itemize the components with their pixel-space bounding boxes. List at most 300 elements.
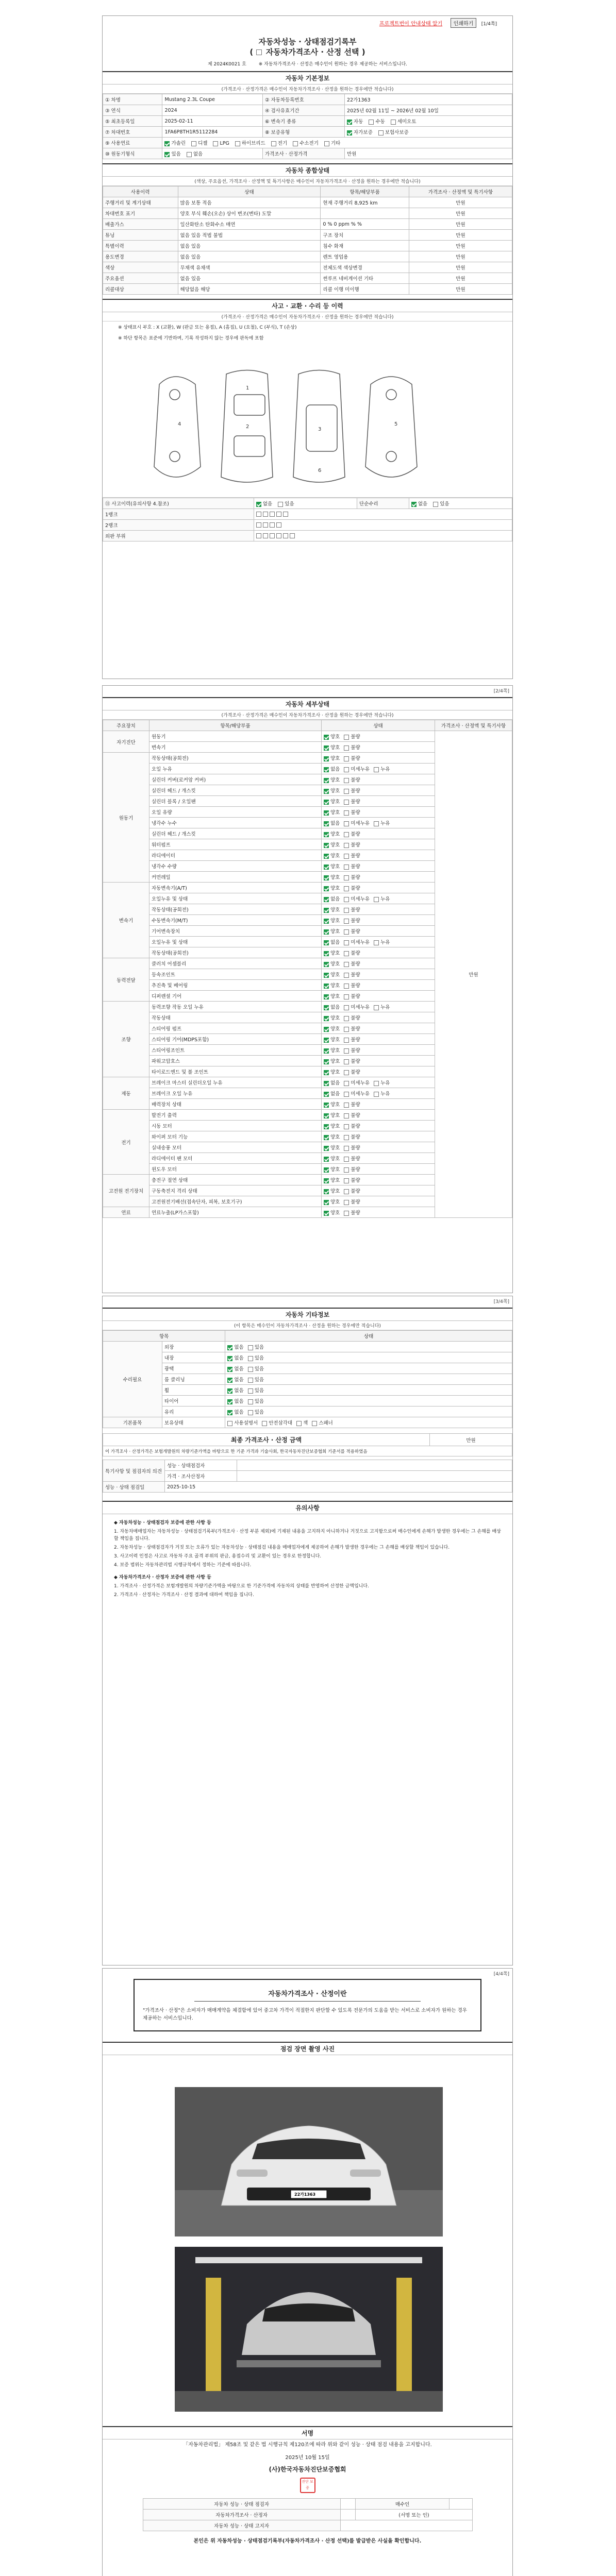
other-state-checkbox[interactable] — [296, 1421, 302, 1426]
detail-state-checkbox[interactable] — [324, 843, 329, 848]
detail-state-checkbox[interactable] — [324, 1167, 329, 1173]
detail-state-label: 불량 — [351, 756, 360, 761]
detail-state-checkbox[interactable] — [324, 973, 329, 978]
title-line-2 — [103, 47, 512, 57]
detail-state-checkbox[interactable] — [344, 1146, 349, 1151]
fuel-lpg-checkbox[interactable] — [213, 141, 218, 146]
other-row — [103, 1406, 512, 1417]
other-state-checkbox[interactable] — [248, 1367, 253, 1372]
detail-item-name: 기어변속장치 — [149, 926, 322, 937]
detail-state-checkbox[interactable] — [324, 756, 329, 761]
detail-state-checkbox[interactable] — [344, 865, 349, 870]
detail-state-label: 불량 — [351, 734, 360, 740]
detail-state-checkbox[interactable] — [344, 1178, 349, 1183]
top-toolbar — [103, 16, 512, 28]
overall-row-label: 리콜대상 — [103, 284, 178, 295]
overall-row — [103, 251, 512, 262]
fuel-hydrogen-checkbox[interactable] — [293, 141, 298, 146]
print-button[interactable]: 인쇄하기 — [451, 18, 477, 28]
detail-group-name: 자기진단 — [103, 731, 149, 753]
detail-state-checkbox[interactable] — [344, 1200, 349, 1205]
detail-item-state — [322, 1164, 435, 1175]
dealer-sub-2: 가격 · 조사산정자 — [165, 1471, 237, 1482]
other-state-label: 있음 — [254, 1399, 264, 1404]
detail-state-checkbox[interactable] — [324, 1070, 329, 1075]
overall-row-label: 색상 — [103, 262, 178, 273]
detail-state-checkbox[interactable] — [324, 832, 329, 837]
svg-text:1: 1 — [246, 385, 249, 391]
frame-outer: 외판 부위 — [103, 531, 254, 541]
fuel-diesel-checkbox[interactable] — [191, 141, 196, 146]
detail-state-checkbox[interactable] — [344, 832, 349, 837]
title-paren-close: ) — [361, 47, 365, 57]
overall-row-detail: 렌트 영업용 — [321, 251, 409, 262]
detail-item-state — [322, 980, 435, 991]
detail-state-checkbox[interactable] — [324, 1092, 329, 1097]
detail-item-state — [322, 1110, 435, 1121]
fuel-gasoline-checkbox[interactable] — [164, 141, 170, 146]
detail-state-label: 불량 — [351, 832, 360, 837]
detail-state-checkbox[interactable] — [344, 973, 349, 978]
detail-state-checkbox[interactable] — [324, 854, 329, 859]
detail-item-name: 실내송풍 모터 — [149, 1142, 322, 1153]
guide-link[interactable]: 프로젝트번이 안내상태 알기 — [379, 21, 443, 27]
detail-state-checkbox[interactable] — [324, 1124, 329, 1129]
fuel-electric-checkbox[interactable] — [271, 141, 276, 146]
overall-row-value: 많음 보통 적음 — [178, 197, 321, 208]
detail-item-name: 실린더 헤드 / 개스킷 — [149, 828, 322, 839]
detail-state-label: 없음 — [330, 940, 340, 945]
detail-state-checkbox[interactable] — [324, 1146, 329, 1151]
simple-yes-checkbox[interactable] — [433, 502, 438, 507]
engine-label: ⑩ 원동기형식 — [103, 148, 162, 159]
detail-state-label: 양호 — [330, 994, 340, 999]
overall-row — [103, 197, 512, 208]
detail-state-label: 양호 — [330, 734, 340, 740]
detail-state-label: 양호 — [330, 1124, 340, 1129]
signature-org: (사)한국자동차진단보증협회 — [269, 2466, 346, 2473]
detail-item-name: 고전원전기배선(접속단자, 피복, 보호기구) — [149, 1196, 322, 1207]
front-car-image-icon — [175, 2087, 443, 2236]
detail-item-state — [322, 883, 435, 893]
detail-state-checkbox[interactable] — [344, 756, 349, 761]
basic-info-note: (가격조사 · 산정가격은 매수인이 자동차가격조사 · 산정을 원하는 경우에만 적습니다) — [103, 84, 512, 94]
detail-item-state — [322, 861, 435, 872]
detail-state-label: 불량 — [351, 961, 360, 967]
detail-state-checkbox[interactable] — [324, 1135, 329, 1140]
overall-heading: 자동차 종합상태 — [103, 163, 512, 177]
detail-item-state — [322, 774, 435, 785]
detail-item-name: 충전구 절연 상태 — [149, 1175, 322, 1185]
frame-rank-2: 2랭크 — [103, 520, 254, 531]
detail-item-name: 워터펌프 — [149, 839, 322, 850]
detail-state-checkbox[interactable] — [344, 994, 349, 999]
detail-item-name: 추진축 및 베어링 — [149, 980, 322, 991]
detail-item-state — [322, 753, 435, 764]
detail-state-checkbox[interactable] — [324, 951, 329, 956]
detail-item-name: 윈도우 모터 — [149, 1164, 322, 1175]
final-price-table — [103, 1433, 512, 1456]
warranty-self-checkbox[interactable] — [347, 130, 352, 135]
other-row — [103, 1352, 512, 1363]
detail-state-checkbox[interactable] — [324, 1027, 329, 1032]
overall-row-label: 튜닝 — [103, 230, 178, 241]
detail-state-checkbox[interactable] — [324, 789, 329, 794]
other-state-checkbox[interactable] — [227, 1378, 232, 1383]
detail-state-label: 양호 — [330, 1167, 340, 1173]
detail-state-label: 양호 — [330, 951, 340, 956]
detail-state-checkbox[interactable] — [374, 821, 379, 826]
other-state-checkbox[interactable] — [227, 1399, 232, 1404]
detail-state-checkbox[interactable] — [344, 745, 349, 751]
other-row-state — [225, 1385, 512, 1396]
detail-state-checkbox[interactable] — [344, 1016, 349, 1021]
signer-2-value[interactable] — [340, 2510, 356, 2520]
signer-3-value[interactable] — [340, 2520, 472, 2531]
other-row-part: 룸 클리닝 — [162, 1374, 225, 1385]
engine-no-checkbox[interactable] — [187, 152, 192, 157]
accident-note: (가격조사 · 산정가격은 매수인이 자동차가격조사 · 산정을 원하는 경우에만 적습니다) — [103, 312, 512, 321]
detail-table — [103, 720, 512, 1218]
overall-row-detail: 0 % 0 ppm % % — [321, 219, 409, 230]
detail-state-checkbox[interactable] — [324, 778, 329, 783]
detail-state-checkbox[interactable] — [324, 908, 329, 913]
detail-state-checkbox[interactable] — [324, 940, 329, 945]
detail-state-checkbox[interactable] — [344, 1135, 349, 1140]
signer-3-label: 자동차 성능 · 상태 고지자 — [143, 2520, 340, 2531]
detail-state-checkbox[interactable] — [344, 897, 349, 902]
detail-state-checkbox[interactable] — [324, 1081, 329, 1086]
detail-state-label: 양호 — [330, 983, 340, 989]
detail-state-checkbox[interactable] — [344, 951, 349, 956]
detail-state-label: 불량 — [351, 1026, 360, 1032]
other-state-checkbox[interactable] — [312, 1421, 317, 1426]
other-row-part: 유리 — [162, 1406, 225, 1417]
page-number-4: [4/4쪽] — [493, 1972, 509, 1977]
detail-item-state — [322, 1088, 435, 1099]
accident-summary-table — [103, 498, 512, 541]
signer-2-label: 자동차가격조사 · 산정자 — [143, 2510, 340, 2520]
price-service-info-text: "가격조사 · 산정"은 소비자가 매매계약을 체결함에 있어 중고차 가격이 적절한지 판단할 수 있도록 전문가의 도움을 받는 서비스로 소비자가 원하는 경우 제공하는 서비스입니다. — [143, 2008, 467, 2021]
detail-state-label: 불량 — [351, 1134, 360, 1140]
detail-state-checkbox[interactable] — [344, 1157, 349, 1162]
detail-state-checkbox[interactable] — [324, 865, 329, 870]
receiver-value[interactable] — [449, 2499, 472, 2510]
detail-state-label: 양호 — [330, 756, 340, 761]
other-info-table — [103, 1330, 512, 1428]
notice-1-title: ◆ 자동차성능 · 상태점검자 보증에 관한 사항 등 — [114, 1520, 211, 1526]
detail-state-label: 양호 — [330, 864, 340, 870]
page-number: [1/4쪽] — [481, 22, 497, 27]
other-state-checkbox[interactable] — [227, 1356, 232, 1361]
detail-group-name: 원동기 — [103, 753, 149, 883]
detail-state-checkbox[interactable] — [324, 1200, 329, 1205]
detail-item-name: 오일 누유 — [149, 764, 322, 774]
detail-col-4: 가격조사 · 산정액 및 특기사항 — [435, 720, 512, 731]
detail-state-checkbox[interactable] — [374, 940, 379, 945]
detail-item-state — [322, 991, 435, 1002]
detail-state-checkbox[interactable] — [324, 886, 329, 891]
transmission-semi-checkbox[interactable] — [391, 120, 396, 125]
detail-state-checkbox[interactable] — [344, 800, 349, 805]
simple-yes-label: 있음 — [440, 501, 449, 507]
other-state-checkbox[interactable] — [227, 1345, 232, 1350]
detail-state-checkbox[interactable] — [344, 1103, 349, 1108]
signer-1-value[interactable] — [340, 2499, 356, 2510]
engine-yes-checkbox[interactable] — [164, 152, 170, 157]
price-unit: 만원 — [345, 148, 512, 159]
detail-state-checkbox[interactable] — [344, 854, 349, 859]
detail-state-checkbox[interactable] — [344, 1081, 349, 1086]
detail-state-checkbox[interactable] — [374, 897, 379, 902]
other-state-label: 없음 — [234, 1399, 244, 1404]
other-state-checkbox[interactable] — [262, 1421, 267, 1426]
detail-state-checkbox[interactable] — [324, 1157, 329, 1162]
detail-state-checkbox[interactable] — [374, 1005, 379, 1010]
fuel-hybrid-label: 하이브리드 — [241, 141, 265, 146]
fuel-lpg-label: LPG — [220, 141, 229, 146]
detail-state-checkbox[interactable] — [374, 1081, 379, 1086]
detail-item-state — [322, 872, 435, 883]
detail-state-checkbox[interactable] — [344, 940, 349, 945]
detail-item-name: 작동상태(공회전) — [149, 753, 322, 764]
detail-state-checkbox[interactable] — [324, 735, 329, 740]
detail-item-name: 오일 유량 — [149, 807, 322, 818]
detail-state-checkbox[interactable] — [344, 1092, 349, 1097]
detail-state-checkbox[interactable] — [344, 1005, 349, 1010]
detail-state-label: 미세누유 — [351, 940, 370, 945]
detail-item-name: 디퍼렌셜 기어 — [149, 991, 322, 1002]
signature-table — [143, 2498, 473, 2531]
footer-confirmation: 본인은 위 자동차성능 · 상태점검기록부(자동차가격조사 · 산정 선택)를 발급받은 사실을 확인합니다. — [193, 2538, 422, 2544]
detail-state-checkbox[interactable] — [324, 1113, 329, 1118]
detail-state-checkbox[interactable] — [324, 1178, 329, 1183]
detail-state-checkbox[interactable] — [344, 886, 349, 891]
detail-state-checkbox[interactable] — [344, 1167, 349, 1173]
simple-repair-options — [409, 498, 512, 509]
detail-state-checkbox[interactable] — [324, 1048, 329, 1054]
detail-state-checkbox[interactable] — [344, 962, 349, 967]
other-state-checkbox[interactable] — [227, 1410, 232, 1415]
detail-item-name: 오일누유 및 상태 — [149, 893, 322, 904]
dealer-opinion-2[interactable] — [237, 1471, 512, 1482]
detail-state-label: 누유 — [380, 767, 390, 772]
first-reg-label: ⑤ 최초등록일 — [103, 116, 162, 127]
warranty-insurer-checkbox[interactable] — [378, 130, 384, 135]
detail-state-checkbox[interactable] — [344, 1059, 349, 1064]
detail-state-checkbox[interactable] — [344, 908, 349, 913]
detail-state-label: 불량 — [351, 1059, 360, 1064]
detail-state-checkbox[interactable] — [324, 1038, 329, 1043]
detail-item-state — [322, 1207, 435, 1218]
engine-no-label: 없음 — [193, 151, 203, 157]
detail-item-state — [322, 1099, 435, 1110]
detail-item-state — [322, 937, 435, 947]
detail-state-checkbox[interactable] — [344, 789, 349, 794]
overall-row-price: 만원 — [409, 230, 512, 241]
sheet-page-4 — [102, 1968, 513, 2576]
signature-law-text: 「자동차관리법」 제58조 및 같은 법 시행규칙 제120조에 따라 위와 같이 성능 · 상태 점검 내용을 고지합니다. — [183, 2442, 432, 2448]
signer-1-label: 자동차 성능 · 상태 점검자 — [143, 2499, 340, 2510]
other-state-checkbox[interactable] — [227, 1367, 232, 1372]
detail-state-checkbox[interactable] — [344, 919, 349, 924]
other-state-checkbox[interactable] — [248, 1378, 253, 1383]
other-state-checkbox[interactable] — [248, 1410, 253, 1415]
detail-state-checkbox[interactable] — [344, 778, 349, 783]
detail-state-checkbox[interactable] — [324, 984, 329, 989]
detail-state-checkbox[interactable] — [344, 1048, 349, 1054]
detail-item-name: 라디에이터 — [149, 850, 322, 861]
org-stamp-icon: 진단 보증 — [300, 2478, 315, 2493]
car-name-label: ① 차명 — [103, 94, 162, 105]
final-price-unit: 만원 — [430, 1434, 512, 1446]
detail-state-checkbox[interactable] — [344, 767, 349, 772]
detail-state-label: 양호 — [330, 907, 340, 913]
detail-state-checkbox[interactable] — [374, 767, 379, 772]
detail-state-checkbox[interactable] — [324, 821, 329, 826]
fuel-other-checkbox[interactable] — [324, 141, 329, 146]
detail-state-label: 양호 — [330, 1178, 340, 1183]
detail-item-name: 냉각수 누수 — [149, 818, 322, 828]
detail-state-checkbox[interactable] — [324, 1103, 329, 1108]
detail-state-checkbox[interactable] — [324, 1211, 329, 1216]
detail-state-checkbox[interactable] — [324, 745, 329, 751]
other-row-state — [225, 1363, 512, 1374]
inspect-value: 2025년 02월 11일 ~ 2026년 02월 10일 — [345, 105, 512, 116]
detail-state-checkbox[interactable] — [324, 897, 329, 902]
detail-state-checkbox[interactable] — [344, 1027, 349, 1032]
detail-state-checkbox[interactable] — [344, 735, 349, 740]
detail-item-name: 수동변속기(M/T) — [149, 915, 322, 926]
other-state-checkbox[interactable] — [248, 1356, 253, 1361]
sheet-page-2 — [102, 685, 513, 1293]
overall-col-4: 가격조사 · 산정액 및 특기사항 — [409, 187, 512, 197]
detail-state-checkbox[interactable] — [324, 919, 329, 924]
detail-heading: 자동차 세부상태 — [103, 697, 512, 710]
detail-state-checkbox[interactable] — [324, 929, 329, 935]
fuel-hybrid-checkbox[interactable] — [235, 141, 240, 146]
detail-state-checkbox[interactable] — [324, 800, 329, 805]
transmission-options — [345, 116, 512, 127]
other-state-checkbox[interactable] — [248, 1399, 253, 1404]
detail-state-label: 불량 — [351, 1156, 360, 1162]
year-label: ③ 연식 — [103, 105, 162, 116]
detail-state-label: 양호 — [330, 918, 340, 924]
transmission-auto-checkbox[interactable] — [347, 120, 352, 125]
price-service-checkbox[interactable] — [256, 49, 262, 55]
receiver-sub: (서명 또는 인) — [356, 2510, 472, 2520]
detail-state-checkbox[interactable] — [374, 1092, 379, 1097]
detail-item-name: 작동상태(공회전) — [149, 904, 322, 915]
transmission-auto-label: 자동 — [354, 119, 363, 125]
detail-state-label: 양호 — [330, 1102, 340, 1108]
detail-item-state — [322, 1066, 435, 1077]
dealer-opinion-1[interactable] — [237, 1460, 512, 1471]
detail-state-checkbox[interactable] — [324, 1005, 329, 1010]
detail-state-label: 양호 — [330, 1134, 340, 1140]
other-state-label: 잭 — [303, 1420, 308, 1426]
detail-item-name: 실린더 헤드 / 개스킷 — [149, 785, 322, 796]
detail-state-checkbox[interactable] — [344, 929, 349, 935]
detail-state-checkbox[interactable] — [344, 821, 349, 826]
detail-state-label: 불량 — [351, 745, 360, 751]
detail-row — [103, 731, 512, 742]
detail-state-label: 불량 — [351, 983, 360, 989]
detail-state-label: 미세누유 — [351, 1080, 370, 1086]
detail-state-checkbox[interactable] — [344, 1211, 349, 1216]
accident-yes-checkbox[interactable] — [278, 502, 283, 507]
detail-state-checkbox[interactable] — [324, 810, 329, 816]
other-state-checkbox[interactable] — [227, 1421, 232, 1426]
detail-state-checkbox[interactable] — [344, 843, 349, 848]
detail-state-checkbox[interactable] — [324, 767, 329, 772]
final-price-note: 이 가격조사 · 산정가격은 보험개발원의 차량기준가액을 바탕으로 한 기준 가격과 기술사회, 한국자동차진단보증협회 기준서를 적용하였음 — [103, 1446, 512, 1456]
detail-state-checkbox[interactable] — [344, 1038, 349, 1043]
transmission-manual-checkbox[interactable] — [369, 120, 374, 125]
reg-no-value: 22가1363 — [345, 94, 512, 105]
detail-state-checkbox[interactable] — [324, 875, 329, 880]
detail-state-checkbox[interactable] — [324, 1189, 329, 1194]
detail-state-label: 양호 — [330, 1015, 340, 1021]
other-state-checkbox[interactable] — [248, 1345, 253, 1350]
detail-state-checkbox[interactable] — [344, 984, 349, 989]
detail-state-checkbox[interactable] — [344, 1189, 349, 1194]
detail-state-checkbox[interactable] — [344, 810, 349, 816]
other-row-state — [225, 1374, 512, 1385]
signature-heading: 서명 — [103, 2426, 512, 2439]
year-value: 2024 — [162, 105, 263, 116]
detail-item-state — [322, 850, 435, 861]
detail-state-checkbox[interactable] — [344, 1070, 349, 1075]
detail-state-checkbox[interactable] — [344, 1113, 349, 1118]
detail-state-checkbox[interactable] — [344, 875, 349, 880]
detail-state-label: 불량 — [351, 875, 360, 880]
overall-row-value: 없음 있음 적법 불법 — [178, 230, 321, 241]
other-row-part: 보유상태 — [162, 1417, 225, 1428]
detail-state-checkbox[interactable] — [324, 994, 329, 999]
detail-state-label: 불량 — [351, 1210, 360, 1216]
detail-state-checkbox[interactable] — [324, 1059, 329, 1064]
detail-state-label: 양호 — [330, 875, 340, 880]
other-state-checkbox[interactable] — [248, 1388, 253, 1394]
car-name-value: Mustang 2.3L Coupe — [162, 94, 263, 105]
detail-state-checkbox[interactable] — [324, 962, 329, 967]
detail-item-name: 구동축전지 격리 상태 — [149, 1185, 322, 1196]
detail-item-name: 실린더 커버(로커암 커버) — [149, 774, 322, 785]
overall-row — [103, 208, 512, 219]
detail-state-checkbox[interactable] — [324, 1016, 329, 1021]
accident-label: ⑪ 사고이력(유의사항 4.참조) — [103, 498, 254, 509]
detail-state-label: 불량 — [351, 1167, 360, 1173]
other-state-checkbox[interactable] — [227, 1388, 232, 1394]
detail-state-label: 불량 — [351, 864, 360, 870]
other-row — [103, 1363, 512, 1374]
detail-item-name: 커먼레일 — [149, 872, 322, 883]
page-number-3: [3/4쪽] — [493, 1299, 509, 1304]
detail-item-name: 자동변속기(A/T) — [149, 883, 322, 893]
detail-item-state — [322, 1121, 435, 1131]
detail-state-label: 불량 — [351, 799, 360, 805]
lifted-car-image-icon — [175, 2247, 443, 2412]
detail-state-label: 양호 — [330, 1059, 340, 1064]
detail-item-name: 파워고압호스 — [149, 1056, 322, 1066]
accident-no-checkbox[interactable] — [256, 502, 261, 507]
detail-state-checkbox[interactable] — [344, 1124, 349, 1129]
simple-no-checkbox[interactable] — [411, 502, 417, 507]
other-state-label: 없음 — [234, 1410, 244, 1415]
detail-state-label: 없음 — [330, 1091, 340, 1097]
detail-item-state — [322, 1012, 435, 1023]
